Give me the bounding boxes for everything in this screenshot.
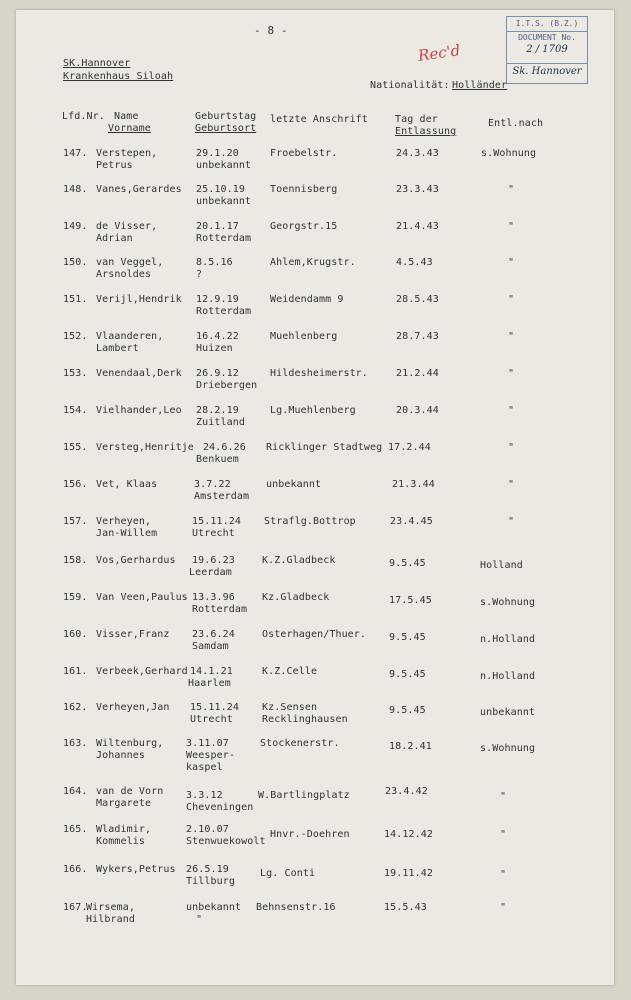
row-geburtstag: 2.10.07 xyxy=(186,824,229,835)
row-entlassung: 28.7.43 xyxy=(396,331,439,342)
table-row xyxy=(16,368,614,402)
row-geburtsort: Cheveningen xyxy=(186,802,254,813)
row-nr: 158. xyxy=(63,555,88,566)
table-row xyxy=(16,184,614,218)
row-name: Vanes,Gerardes xyxy=(96,184,182,195)
handwritten-mark: Rec'd xyxy=(416,41,462,65)
row-entl-nach: s.Wohnung xyxy=(480,743,536,754)
row-nr: 159. xyxy=(63,592,88,603)
row-anschrift: Stockenerstr. xyxy=(260,738,340,749)
row-nr: 166. xyxy=(63,864,88,875)
row-vorname: Margarete xyxy=(96,798,152,809)
row-entlassung: 23.4.42 xyxy=(385,786,428,797)
row-entlassung: 23.4.45 xyxy=(390,516,433,527)
row-geburtsort: Rotterdam xyxy=(196,233,252,244)
row-geburtsort: Huizen xyxy=(196,343,233,354)
row-anschrift: Kz.Gladbeck xyxy=(262,592,330,603)
row-name: van Veggel, xyxy=(96,257,164,268)
row-entl-nach: " xyxy=(508,221,515,232)
row-entlassung: 19.11.42 xyxy=(384,868,433,879)
row-anschrift: Georgstr.15 xyxy=(270,221,338,232)
row-name: Visser,Franz xyxy=(96,629,170,640)
row-geburtstag: 13.3.96 xyxy=(192,592,235,603)
row-geburtstag: 24.6.26 xyxy=(203,442,246,453)
col-entlassung: Entlassung xyxy=(395,126,457,137)
col-vorname: Vorname xyxy=(108,123,151,134)
row-geburtsort: unbekannt xyxy=(196,196,252,207)
row-entl-nach: n.Holland xyxy=(480,634,536,645)
row-geburtsort: " xyxy=(196,914,203,925)
row-vorname: Hilbrand xyxy=(86,914,135,925)
row-nr: 164. xyxy=(63,786,88,797)
row-name: Verstepen, xyxy=(96,148,158,159)
row-anschrift: Osterhagen/Thuer. xyxy=(262,629,367,640)
table-row xyxy=(16,864,614,898)
row-entl-nach: " xyxy=(500,869,507,880)
row-anschrift: W.Bartlingplatz xyxy=(258,790,350,801)
row-geburtstag: 3.11.07 xyxy=(186,738,229,749)
row-nr: 151. xyxy=(63,294,88,305)
table-row xyxy=(16,148,614,182)
col-nr: Lfd.Nr. xyxy=(62,111,105,122)
row-vorname: Jan-Willem xyxy=(96,528,158,539)
header-line-1: SK.Hannover xyxy=(63,58,131,69)
row-geburtstag: 26.9.12 xyxy=(196,368,239,379)
row-nr: 149. xyxy=(63,221,88,232)
table-row xyxy=(16,442,614,476)
table-row xyxy=(16,479,614,513)
row-entlassung: 4.5.43 xyxy=(396,257,433,268)
row-entlassung: 20.3.44 xyxy=(396,405,439,416)
table-row xyxy=(16,629,614,663)
row-geburtsort: Rotterdam xyxy=(196,306,252,317)
col-name: Name xyxy=(114,111,139,122)
row-geburtstag: 3.3.12 xyxy=(186,790,223,801)
col-tag-der: Tag der xyxy=(395,114,438,125)
row-nr: 160. xyxy=(63,629,88,640)
row-geburtsort: Haarlem xyxy=(188,678,231,689)
row-geburtstag: 15.11.24 xyxy=(192,516,241,527)
row-vorname: Adrian xyxy=(96,233,133,244)
row-geburtsort-line-2: kaspel xyxy=(186,762,223,773)
page-number: - 8 - xyxy=(254,24,288,37)
row-geburtstag: 23.6.24 xyxy=(192,629,235,640)
row-geburtstag: 3.7.22 xyxy=(194,479,231,490)
table-row xyxy=(16,331,614,365)
row-entlassung: 21.3.44 xyxy=(392,479,435,490)
row-anschrift: K.Z.Celle xyxy=(262,666,318,677)
row-vorname: Petrus xyxy=(96,160,133,171)
row-name: Wiltenburg, xyxy=(96,738,164,749)
row-geburtstag: 25.10.19 xyxy=(196,184,245,195)
row-geburtstag: 15.11.24 xyxy=(190,702,239,713)
stamp-label: DOCUMENT No. xyxy=(507,31,587,42)
row-nr: 165. xyxy=(63,824,88,835)
row-entlassung: 21.4.43 xyxy=(396,221,439,232)
row-entlassung: 23.3.43 xyxy=(396,184,439,195)
row-geburtsort: Amsterdam xyxy=(194,491,250,502)
row-entl-nach: n.Holland xyxy=(480,671,536,682)
row-anschrift: Ahlem,Krugstr. xyxy=(270,257,356,268)
col-geburtsort: Geburtsort xyxy=(195,123,257,134)
row-anschrift: Behnsenstr.16 xyxy=(256,902,336,913)
row-geburtstag: 28.2.19 xyxy=(196,405,239,416)
row-anschrift-line-2: Recklinghausen xyxy=(262,714,348,725)
row-entlassung: 18.2.41 xyxy=(389,741,432,752)
table-row xyxy=(16,738,614,786)
row-entlassung: 9.5.45 xyxy=(389,705,426,716)
row-anschrift: Straflg.Bottrop xyxy=(264,516,356,527)
row-geburtsort: Weesper- xyxy=(186,750,235,761)
table-row xyxy=(16,257,614,291)
row-entlassung: 15.5.43 xyxy=(384,902,427,913)
row-name: Wirsema, xyxy=(86,902,135,913)
row-entl-nach: " xyxy=(508,257,515,268)
row-name: Wladimir, xyxy=(96,824,152,835)
row-geburtsort: Zuitland xyxy=(196,417,245,428)
stamp-number: 2 / 1709 xyxy=(526,44,568,55)
col-entl-nach: Entl.nach xyxy=(488,118,544,129)
row-name: Venendaal,Derk xyxy=(96,368,182,379)
row-entl-nach: " xyxy=(508,368,515,379)
row-entl-nach: " xyxy=(508,184,515,195)
stamp-org: I.T.S. (B.Z.) xyxy=(515,19,579,28)
row-name: Verbeek,Gerhard xyxy=(96,666,188,677)
row-vorname: Arsnoldes xyxy=(96,269,152,280)
table-row xyxy=(16,666,614,700)
row-anschrift: Toennisberg xyxy=(270,184,338,195)
row-entl-nach: " xyxy=(508,294,515,305)
row-vorname: Kommelis xyxy=(96,836,145,847)
table-row xyxy=(16,221,614,255)
row-entl-nach: " xyxy=(508,479,515,490)
row-geburtstag: 29.1.20 xyxy=(196,148,239,159)
row-name: de Visser, xyxy=(96,221,158,232)
row-geburtstag: 20.1.17 xyxy=(196,221,239,232)
row-geburtstag: 16.4.22 xyxy=(196,331,239,342)
row-geburtstag: unbekannt xyxy=(186,902,242,913)
document-page xyxy=(16,10,614,985)
row-nr: 156. xyxy=(63,479,88,490)
stamp-location: Sk. Hannover xyxy=(507,63,587,77)
row-entlassung: 24.3.43 xyxy=(396,148,439,159)
row-entl-nach: " xyxy=(508,331,515,342)
row-nr: 157. xyxy=(63,516,88,527)
row-anschrift: K.Z.Gladbeck xyxy=(262,555,336,566)
row-entl-nach: s.Wohnung xyxy=(480,597,536,608)
row-entlassung: 17.5.45 xyxy=(389,595,432,606)
row-entlassung: 9.5.45 xyxy=(389,558,426,569)
row-anschrift: Kz.Sensen xyxy=(262,702,318,713)
row-name: Vlaanderen, xyxy=(96,331,164,342)
row-anschrift: unbekannt xyxy=(266,479,322,490)
row-anschrift: Weidendamm 9 xyxy=(270,294,344,305)
row-nr: 161. xyxy=(63,666,88,677)
table-row xyxy=(16,702,614,736)
row-geburtstag: 12.9.19 xyxy=(196,294,239,305)
row-geburtsort: unbekannt xyxy=(196,160,252,171)
row-entl-nach: unbekannt xyxy=(480,707,536,718)
row-nr: 153. xyxy=(63,368,88,379)
row-anschrift: Hildesheimerstr. xyxy=(270,368,368,379)
row-nr: 154. xyxy=(63,405,88,416)
row-vorname: Johannes xyxy=(96,750,145,761)
row-geburtsort: Utrecht xyxy=(192,528,235,539)
row-anschrift: Ricklinger Stadtweg xyxy=(266,442,383,453)
table-row xyxy=(16,555,614,589)
row-entl-nach: s.Wohnung xyxy=(481,148,537,159)
row-entlassung: 9.5.45 xyxy=(389,632,426,643)
its-document-stamp xyxy=(506,16,588,84)
row-name: Van Veen,Paulus xyxy=(96,592,188,603)
row-nr: 163. xyxy=(63,738,88,749)
row-anschrift: Froebelstr. xyxy=(270,148,338,159)
row-entl-nach: " xyxy=(500,829,507,840)
nationality-value: Holländer xyxy=(452,80,508,91)
row-nr: 167. xyxy=(63,902,88,913)
row-entlassung: 9.5.45 xyxy=(389,669,426,680)
table-row xyxy=(16,786,614,820)
row-name: Vielhander,Leo xyxy=(96,405,182,416)
row-name: Verheyen,Jan xyxy=(96,702,170,713)
row-anschrift: Lg.Muehlenberg xyxy=(270,405,356,416)
row-entl-nach: " xyxy=(500,791,507,802)
nationality-label: Nationalität: xyxy=(370,80,450,91)
row-name: Versteg,Henritje xyxy=(96,442,194,453)
row-nr: 162. xyxy=(63,702,88,713)
row-entl-nach: " xyxy=(508,442,515,453)
row-geburtsort: Benkuem xyxy=(196,454,239,465)
row-entlassung: 21.2.44 xyxy=(396,368,439,379)
row-geburtstag: 14.1.21 xyxy=(190,666,233,677)
row-nr: 155. xyxy=(63,442,88,453)
table-row xyxy=(16,516,614,550)
table-row xyxy=(16,405,614,439)
row-anschrift: Hnvr.-Doehren xyxy=(270,829,350,840)
table-row xyxy=(16,902,614,936)
row-entlassung: 14.12.42 xyxy=(384,829,433,840)
row-name: Vet, Klaas xyxy=(96,479,158,490)
col-geburtstag: Geburtstag xyxy=(195,111,257,122)
col-anschrift: letzte Anschrift xyxy=(270,114,368,125)
row-entl-nach: " xyxy=(500,902,507,913)
row-name: Wykers,Petrus xyxy=(96,864,176,875)
row-entlassung: 17.2.44 xyxy=(388,442,431,453)
row-nr: 150. xyxy=(63,257,88,268)
header-line-2: Krankenhaus Siloah xyxy=(63,71,174,82)
row-geburtstag: 19.6.23 xyxy=(192,555,235,566)
row-nr: 152. xyxy=(63,331,88,342)
row-geburtsort: Utrecht xyxy=(190,714,233,725)
row-geburtsort: Samdam xyxy=(192,641,229,652)
row-geburtsort: Leerdam xyxy=(189,567,232,578)
row-name: van de Vorn xyxy=(96,786,164,797)
row-name: Verheyen, xyxy=(96,516,152,527)
row-entl-nach: " xyxy=(508,516,515,527)
row-nr: 147. xyxy=(63,148,88,159)
row-vorname: Lambert xyxy=(96,343,139,354)
row-geburtsort: Driebergen xyxy=(196,380,258,391)
row-name: Vos,Gerhardus xyxy=(96,555,176,566)
row-geburtsort: Tillburg xyxy=(186,876,235,887)
row-entl-nach: Holland xyxy=(480,560,523,571)
row-anschrift: Muehlenberg xyxy=(270,331,338,342)
row-anschrift: Lg. Conti xyxy=(260,868,316,879)
row-geburtstag: 26.5.19 xyxy=(186,864,229,875)
row-geburtsort: ? xyxy=(196,269,203,280)
row-geburtsort: Stenwuekowolt xyxy=(186,836,266,847)
table-row xyxy=(16,592,614,626)
row-geburtsort: Rotterdam xyxy=(192,604,248,615)
row-nr: 148. xyxy=(63,184,88,195)
row-entlassung: 28.5.43 xyxy=(396,294,439,305)
row-name: Verijl,Hendrik xyxy=(96,294,182,305)
row-geburtstag: 8.5.16 xyxy=(196,257,233,268)
row-entl-nach: " xyxy=(508,405,515,416)
table-row xyxy=(16,824,614,858)
table-row xyxy=(16,294,614,328)
